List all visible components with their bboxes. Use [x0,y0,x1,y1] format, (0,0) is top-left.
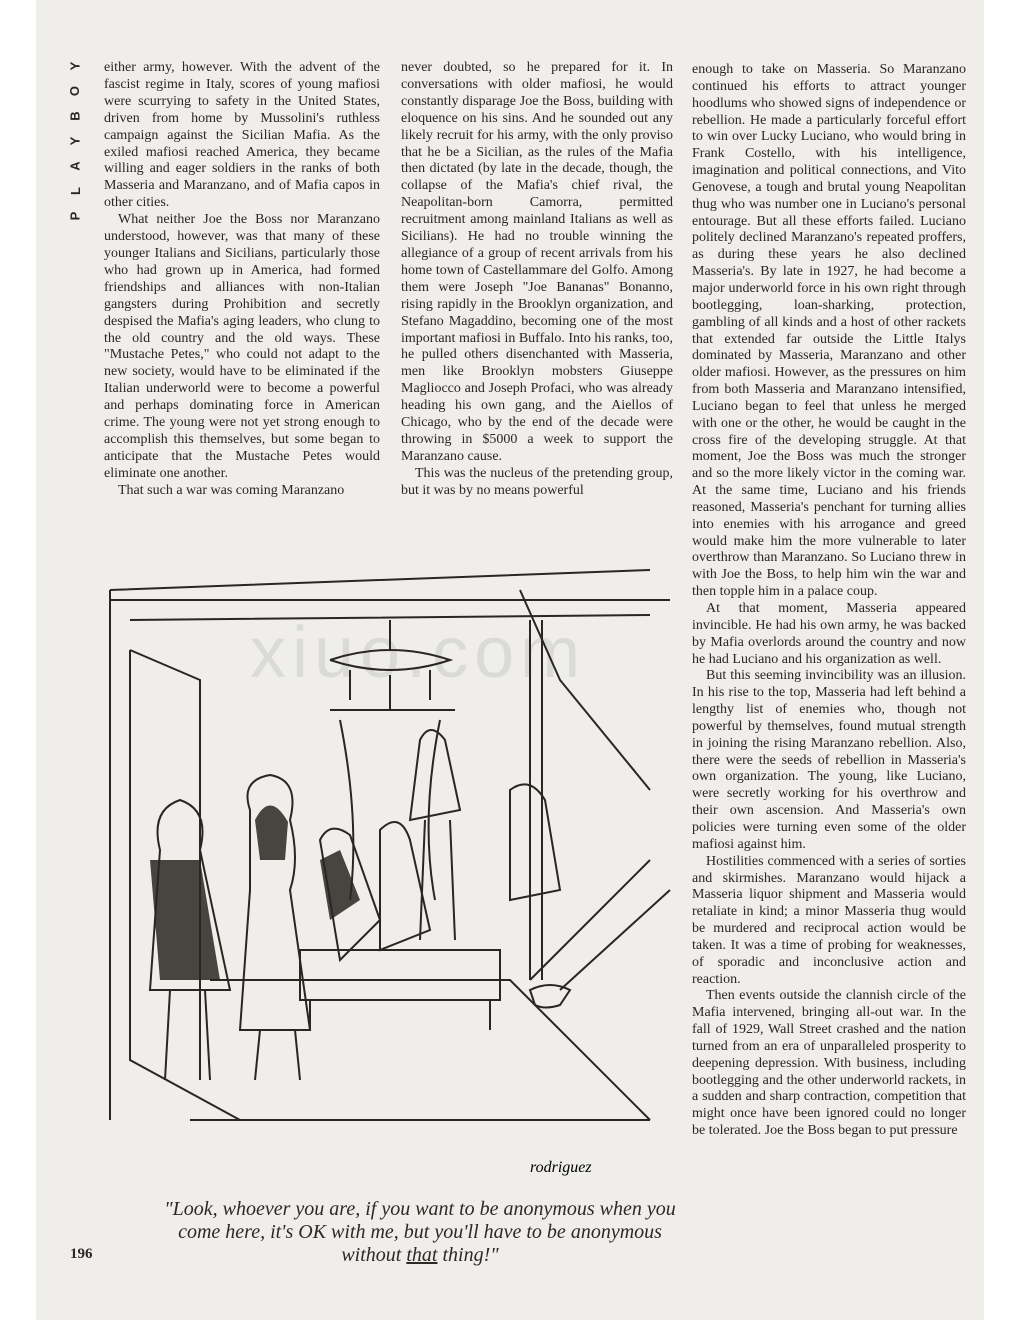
woman-chair-right [510,784,560,900]
paragraph: never doubted, so he prepared for it. In conversations with older mafiosi, he would constantly disparage Joe the Boss, building with eloquence on his sins. And he sounded out any likely recruit for his army, with the only proviso that he be a Sicilian, as the rules of the Mafia then dictated (by late in the decade, though, the collapse of the Mafia's chief rival, the Neapolitan-born Camorra, permitted recruitment among mainland Italians as well as Sicilians). He had no trouble winning the allegiance of a group of recent arrivals from his home town of Castellammare del Golfo. Among them were Joseph "Joe Bananas" Bonanno, rising rapidly in the Brooklyn organization, and Stefano Magaddino, becoming one of the most important mafiosi in Buffalo. Into his ranks, too, he pulled others disenchanted with Masseria, men like Brooklyn mobsters Giuseppe Magliocco and Joseph Profaci, who was already heading his own gang, and the Aiellos of Chicago, who by the end of the decade were throwing in $5000 a week to support the Maranzano cause. [401,60,673,464]
text-column-3 [692,62,966,1140]
woman-center-standing [410,730,460,940]
masthead-letter: B [67,110,83,121]
cartoon-drawing [90,560,682,1200]
paragraph: This was the nucleus of the pretending group, but it was by no means powerful [401,465,673,498]
curtains [330,710,455,900]
paragraph: What neither Joe the Boss nor Maranzano understood, however, was that many of these younger Italians and Sicilians, particularly those who had grown up in America, had formed friendships and alliances with non-Italian gangsters during Prohibition and secretly despised the Mafia's aging leaders, who clung to the old country and the old ways. These "Mustache Petes," who could not adapt to the new society, would have to be eliminated if the Italian underworld were to become a powerful and perhaps dominating force in American crime. The young were not yet strong enough to accomplish this themselves, but some began to anticipate that the Mustache Petes would eliminate one another. [104,212,380,481]
artist-signature: rodriguez [530,1159,592,1176]
paragraph: Then events outside the clannish circle of the Mafia intervened, bringing all-out war. In the fall of 1929, Wall Street crashed and the nation turned from an era of unparalleled prosperity to deepening depression. With business, including bootlegging and the other underworld rackets, in a sudden and sharp contraction, competition that might once have been ignored could no longer be tolerated. Joe the Boss began to put pressure [692,988,966,1139]
paragraph: At that moment, Masseria appeared invincible. He had his own army, he was backed by Mafia overlords around the country and now he had Luciano and his organization as well. [692,601,966,667]
paragraph: enough to take on Masseria. So Maranzano continued his efforts to attract younger hoodlums who showed signs of independence or rebellion. He made a particularly forceful effort to win over Lucky Luciano, who would bring in Frank Costello, with his intelligence, imagination and political connections, and Vito Genovese, a tough and brutal young Neapolitan thug who was number one in Luciano's personal entourage. But all these efforts failed. Luciano politely declined Maranzano's repeated proffers, as during these years he also declined Masseria's. By late in 1927, he had become a major underworld force in his own right through bootlegging, loan-sharking, protection, gambling of all kinds and a host of other rackets that extended far outside the Little Italys dominated by Masseria, Maranzano and other older mafiosi. However, as the pressures on him from both Masseria and Maranzano intensified, Luciano began to feel that unless he merged with one or the other, he would be caught in the cross fire of the developing struggle. At that moment, Joe the Boss was much the stronger and so the more likely victor in the coming war. At the same time, Luciano and his friends reasoned, Masseria's penchant for turning allies into enemies with his arrogance and greed would make him the more vulnerable to later overthrow than Maranzano. So Luciano threw in with Joe the Boss, to help him win the war and then topple him in a palace coup. [692,62,966,600]
masthead-letter: P [67,210,83,221]
caption-emphasis: that [406,1244,438,1266]
paragraph: Hostilities commenced with a series of sorties and skirmishes. Maranzano would hijack a Masseria liquor shipment and Masseria would retaliate in kind; a minor Masseria thug would be murdered and reciprocal action would be taken. It was a time of probing for weaknesses, of sporadic and inconclusive action and reaction. [692,853,966,987]
banister-column [530,620,542,980]
dark-shading [150,805,360,980]
masthead-letter: Y [67,135,83,146]
masthead-letter: Y [67,60,83,71]
watermark: xiuo.com [250,613,587,693]
page-number: 196 [70,1246,93,1262]
hat-on-table [530,985,570,1008]
chandelier [330,620,450,710]
paragraph: either army, however. With the advent of the fascist regime in Italy, scores of young mafiosi were scurrying to safety in the United States, driven from home by Mussolini's ruthless campaign against the Sicilian Mafia. As the exiled mafiosi reached America, they became willing and eager soldiers in the ranks of both Masseria and Maranzano, and of Mafia capos in other cities. [104,60,380,211]
masthead-letter: O [67,84,83,97]
caption-text-before: "Look, whoever you are, if you want to be anonymous when you come here, it's OK with me, but you'll have to be anonymous without [164,1198,676,1266]
cartoon-caption [160,1198,680,1267]
caption-text-after: thing!" [437,1244,499,1266]
room-frame [110,570,670,1120]
playboy-masthead [62,58,88,223]
masthead-letter: L [67,186,83,195]
cartoon-illustration [90,560,682,1200]
couch [300,950,500,1030]
paragraph: But this seeming invincibility was an illusion. In his rise to the top, Masseria had left behind a lengthy list of enemies who, though not powerful by themselves, found mutual strength in joining the rising Maranzano rebellion. Also, there were the seeds of rebellion in Masseria's own organization. The young, like Luciano, were secretly working for his overthrow and their own ascension. And Masseria's own policies were turning even some of the older mafiosi against him. [692,668,966,852]
text-column-1 [104,60,380,500]
masthead-letter: A [67,160,83,171]
paragraph: That such a war was coming Maranzano [118,482,345,498]
text-column-2 [401,60,673,500]
